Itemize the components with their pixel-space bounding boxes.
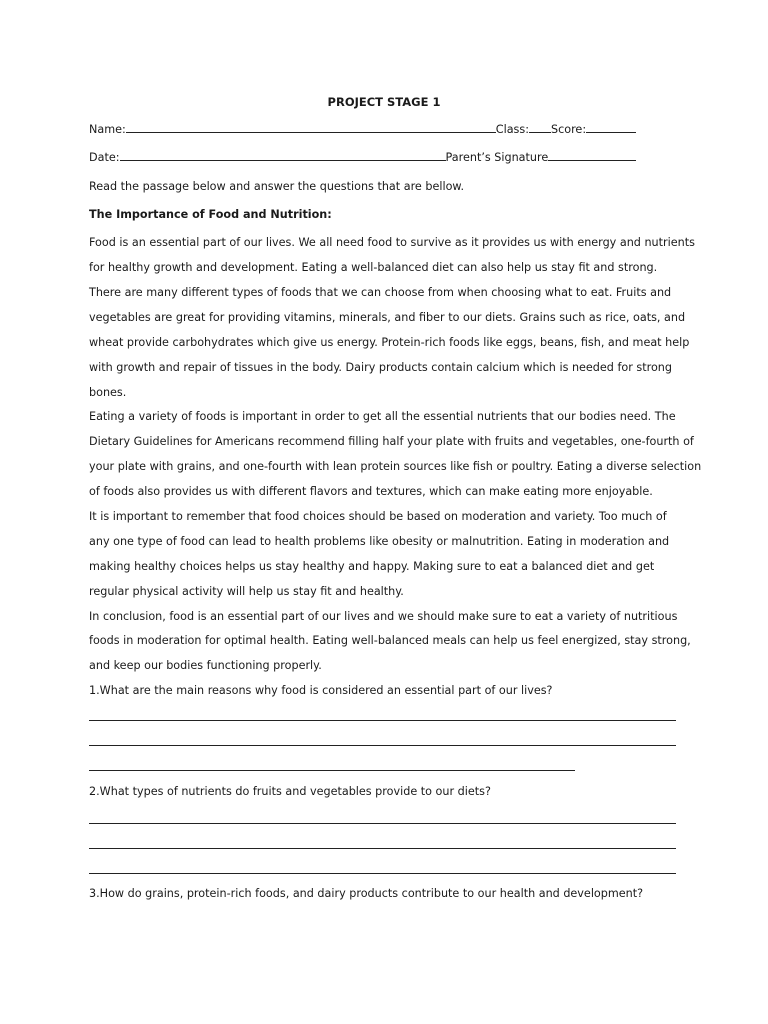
question-2: 2.What types of nutrients do fruits and vegetables provide to our diets?: [89, 785, 491, 798]
passage-line: Dietary Guidelines for Americans recommend filling half your plate with fruits and vegetables, one-fourth of: [89, 435, 694, 448]
signature-blank[interactable]: [548, 149, 636, 161]
instruction-text: Read the passage below and answer the questions that are bellow.: [89, 180, 465, 193]
name-blank[interactable]: [126, 121, 496, 133]
score-label: Score:: [550, 123, 587, 136]
passage-line: of foods also provides us with different flavors and textures, which can make eating more enjoyable.: [89, 485, 653, 498]
passage-line: your plate with grains, and one-fourth with lean protein sources like fish or poultry. Eating a diverse selection: [89, 460, 702, 473]
date-blank[interactable]: [120, 149, 446, 161]
date-signature-row: [89, 149, 636, 166]
passage-line: and keep our bodies functioning properly.: [89, 659, 322, 672]
question-3: 3.How do grains, protein-rich foods, and dairy products contribute to our health and development?: [89, 887, 644, 900]
answer-line[interactable]: [89, 823, 676, 824]
name-label: Name:: [89, 123, 126, 136]
passage-line: There are many different types of foods that we can choose from when choosing what to eat. Fruits and: [89, 286, 672, 299]
passage-line: for healthy growth and development. Eating a well-balanced diet can also help us stay fit and strong.: [89, 261, 658, 274]
date-label: Date:: [89, 151, 120, 164]
answer-line[interactable]: [89, 848, 676, 849]
signature-label: Parent’s Signature: [445, 151, 549, 164]
question-1: 1.What are the main reasons why food is considered an essential part of our lives?: [89, 684, 553, 697]
passage-line: bones.: [89, 386, 127, 399]
passage-line: foods in moderation for optimal health. Eating well-balanced meals can help us feel energized, stay strong,: [89, 634, 691, 647]
page-title: PROJECT STAGE 1: [327, 95, 441, 109]
class-blank[interactable]: [529, 121, 551, 133]
passage-line: In conclusion, food is an essential part of our lives and we should make sure to eat a variety of nutritious: [89, 610, 678, 623]
passage-line: It is important to remember that food choices should be based on moderation and variety. Too much of: [89, 510, 667, 523]
passage-line: making healthy choices helps us stay healthy and happy. Making sure to eat a balanced diet and get: [89, 560, 655, 573]
answer-line[interactable]: [89, 720, 676, 721]
class-label: Class:: [495, 123, 529, 136]
answer-line[interactable]: [89, 745, 676, 746]
score-blank[interactable]: [586, 121, 636, 133]
name-class-score-row: [89, 121, 636, 138]
passage-line: Food is an essential part of our lives. We all need food to survive as it provides us with energy and nutrients: [89, 236, 695, 249]
passage-line: with growth and repair of tissues in the body. Dairy products contain calcium which is needed for strong: [89, 361, 672, 374]
passage-line: any one type of food can lead to health problems like obesity or malnutrition. Eating in moderation and: [89, 535, 670, 548]
passage-line: Eating a variety of foods is important in order to get all the essential nutrients that our bodies need. The: [89, 410, 676, 423]
passage-line: wheat provide carbohydrates which give us energy. Protein-rich foods like eggs, beans, fish, and meat help: [89, 336, 690, 349]
passage-line: regular physical activity will help us stay fit and healthy.: [89, 585, 404, 598]
passage-line: vegetables are great for providing vitamins, minerals, and fiber to our diets. Grains such as rice, oats, and: [89, 311, 686, 324]
answer-line[interactable]: [89, 873, 676, 874]
answer-line[interactable]: [89, 770, 575, 771]
passage-title: The Importance of Food and Nutrition:: [89, 208, 332, 221]
